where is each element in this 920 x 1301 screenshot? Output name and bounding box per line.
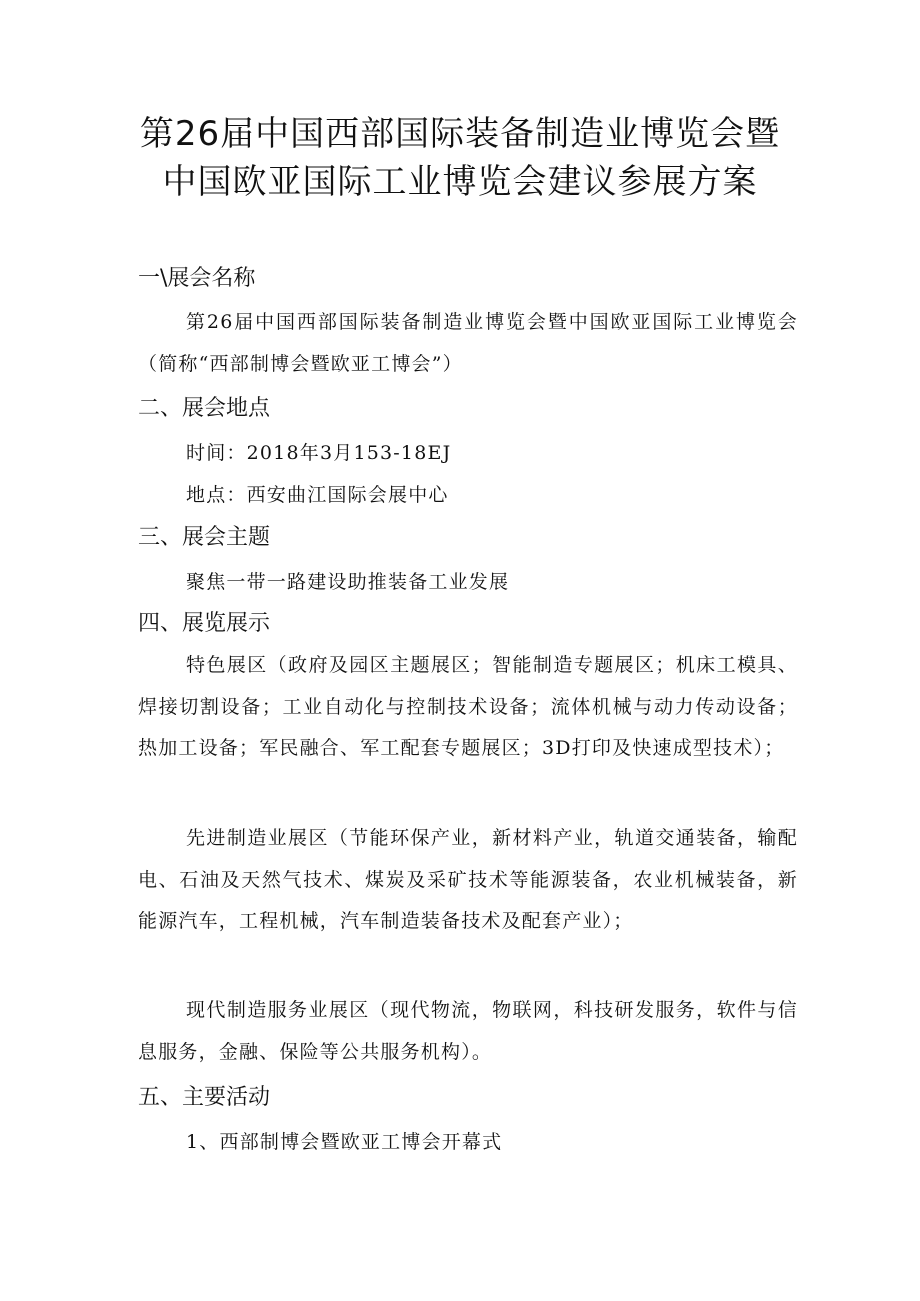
opening-ceremony-line: 1、西部制博会暨欧亚工博会开幕式 (186, 1131, 503, 1153)
featured-zone-paragraph: 特色展区（政府及园区主题展区；智能制造专题展区；机床工模具、焊接切割设备；工业自动化与控制技术设备；流体机械与动力传动设备；热加工设备；军民融合、军工配套专题展区；3D打印及快速成型技术）； (138, 654, 798, 759)
exhibition-time-line: 时间：2018年3月153-18EJ (186, 442, 452, 464)
exhibition-name-paragraph: 第26届中国西部国际装备制造业博览会暨中国欧亚国际工业博览会（简称“西部制博会暨欧亚工博会”） (138, 311, 798, 375)
section-heading-exhibition-theme: 三、展会主题 (138, 525, 271, 550)
document-title-line-1: 第26届中国西部国际装备制造业博览会暨 (139, 114, 781, 154)
document-title-line-2: 中国欧亚国际工业博览会建议参展方案 (162, 162, 758, 202)
modern-services-zone-paragraph: 现代制造服务业展区（现代物流，物联网，科技研发服务，软件与信息服务，金融、保险等公共服务机构）。 (138, 999, 798, 1063)
section-heading-exhibition-name: 一\展会名称 (138, 266, 256, 291)
section-heading-exhibition-location: 二、展会地点 (138, 396, 271, 421)
exhibition-theme-line: 聚焦一带一路建设助推装备工业发展 (186, 571, 510, 593)
section-heading-exhibition-display: 四、展览展示 (138, 611, 271, 636)
section-heading-main-activities: 五、主要活动 (138, 1085, 271, 1110)
advanced-manufacturing-zone-paragraph: 先进制造业展区（节能环保产业，新材料产业，轨道交通装备，输配电、石油及天然气技术、煤炭及采矿技术等能源装备，农业机械装备，新能源汽车，工程机械，汽车制造装备技术及配套产业）； (138, 827, 798, 932)
exhibition-venue-line: 地点：西安曲江国际会展中心 (186, 484, 449, 506)
